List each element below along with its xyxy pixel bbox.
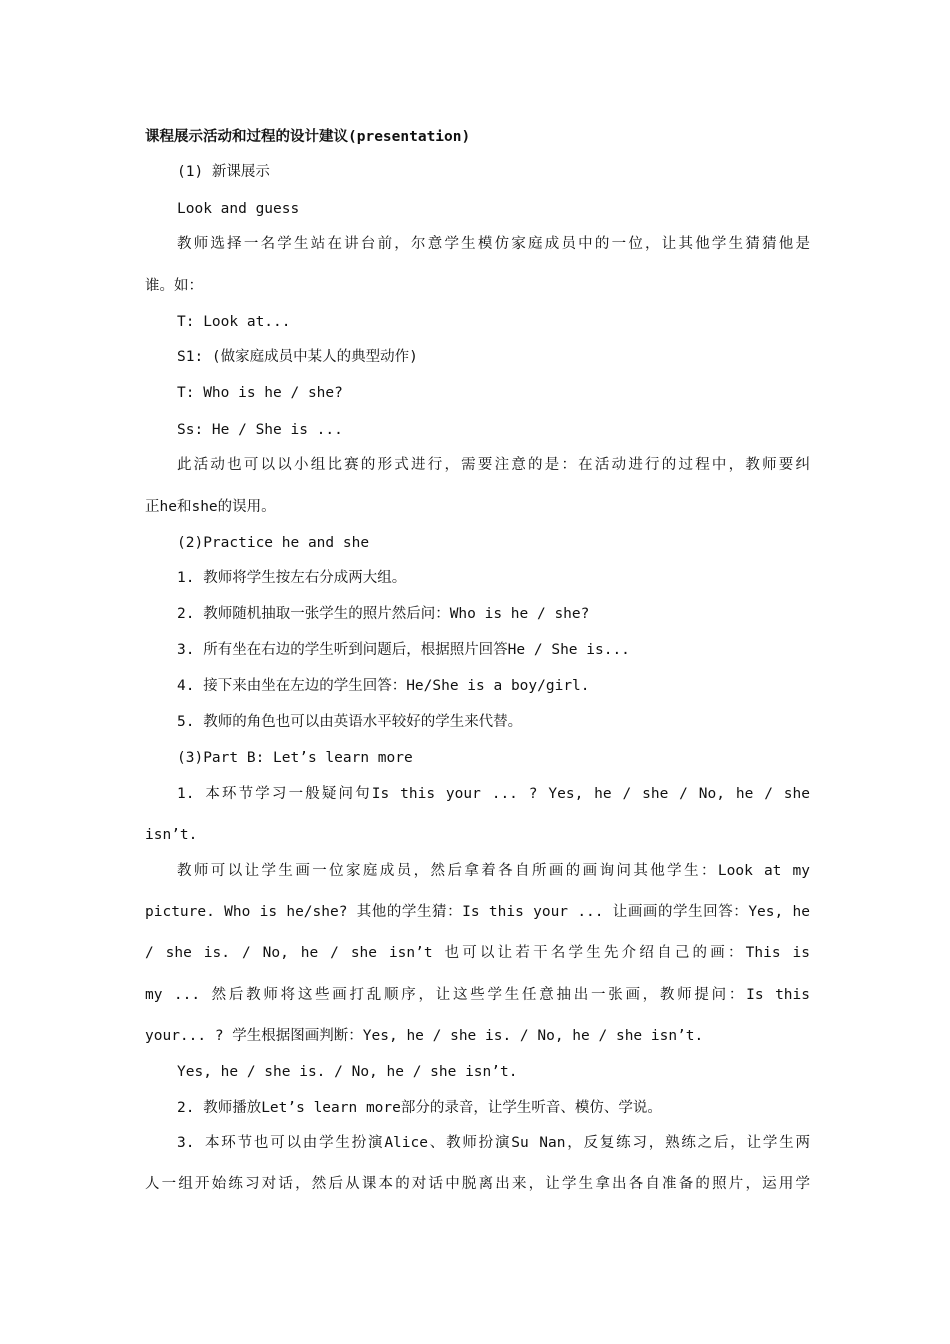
paragraph-line: my ... 然后教师将这些画打乱顺序，让这些学生任意抽出一张画，教师提问：Is this bbox=[145, 987, 810, 1003]
list-item: 3. 本环节也可以由学生扮演Alice、教师扮演Su Nan，反复练习，熟练之后，让学生两 bbox=[177, 1135, 810, 1151]
paragraph-line: 正he和she的误用。 bbox=[145, 499, 276, 515]
list-item: 2. 教师随机抽取一张学生的照片然后问：Who is he / she? bbox=[177, 606, 590, 622]
list-item: 2. 教师播放Let’s learn more部分的录音，让学生听音、模仿、学说。 bbox=[177, 1100, 662, 1116]
paragraph-line: 教师选择一名学生站在讲台前，尔意学生模仿家庭成员中的一位，让其他学生猜猜他是 bbox=[177, 236, 810, 252]
section-heading-part-b: (3)Part B: Let’s learn more bbox=[177, 750, 413, 766]
list-item: 3. 所有坐在右边的学生听到问题后，根据照片回答He / She is... bbox=[177, 642, 630, 658]
paragraph-line: 教师可以让学生画一位家庭成员，然后拿着各自所画的画询问其他学生：Look at my bbox=[177, 863, 810, 879]
paragraph-line: your... ? 学生根据图画判断：Yes, he / she is. / No, he / she isn’t. bbox=[145, 1028, 704, 1044]
dialogue-line: S1: (做家庭成员中某人的典型动作) bbox=[177, 349, 418, 365]
dialogue-line: T: Look at... bbox=[177, 314, 291, 330]
paragraph-line: / she is. / No, he / she isn’t 也可以让若干名学生先介绍自己的画：This is bbox=[145, 945, 810, 961]
paragraph-line: 人一组开始练习对话，然后从课本的对话中脱离出来，让学生拿出各自准备的照片，运用学 bbox=[145, 1176, 810, 1192]
section-heading-practice: (2)Practice he and she bbox=[177, 535, 370, 551]
section-heading-new-lesson: (1) 新课展示 bbox=[177, 164, 270, 180]
paragraph-line: 此活动也可以以小组比赛的形式进行，需要注意的是：在活动进行的过程中，教师要纠 bbox=[177, 457, 810, 473]
answer-line: Yes, he / she is. / No, he / she isn’t. bbox=[177, 1064, 518, 1080]
list-item: 1. 本环节学习一般疑问句Is this your ... ? Yes, he / she / No, he / she bbox=[177, 786, 810, 802]
list-item: 5. 教师的角色也可以由英语水平较好的学生来代替。 bbox=[177, 714, 523, 730]
dialogue-line: Ss: He / She is ... bbox=[177, 422, 343, 438]
list-item: 4. 接下来由坐在左边的学生回答：He/She is a boy/girl. bbox=[177, 678, 590, 694]
document-title: 课程展示活动和过程的设计建议(presentation) bbox=[145, 129, 471, 145]
paragraph-line: picture. Who is he/she? 其他的学生猜：Is this your ... 让画画的学生回答：Yes, he bbox=[145, 904, 810, 920]
dialogue-line: T: Who is he / she? bbox=[177, 385, 343, 401]
paragraph-line: 谁。如： bbox=[145, 278, 203, 294]
list-item: 1. 教师将学生按左右分成两大组。 bbox=[177, 570, 407, 586]
activity-name: Look and guess bbox=[177, 201, 300, 217]
paragraph-line: isn’t. bbox=[145, 827, 198, 843]
